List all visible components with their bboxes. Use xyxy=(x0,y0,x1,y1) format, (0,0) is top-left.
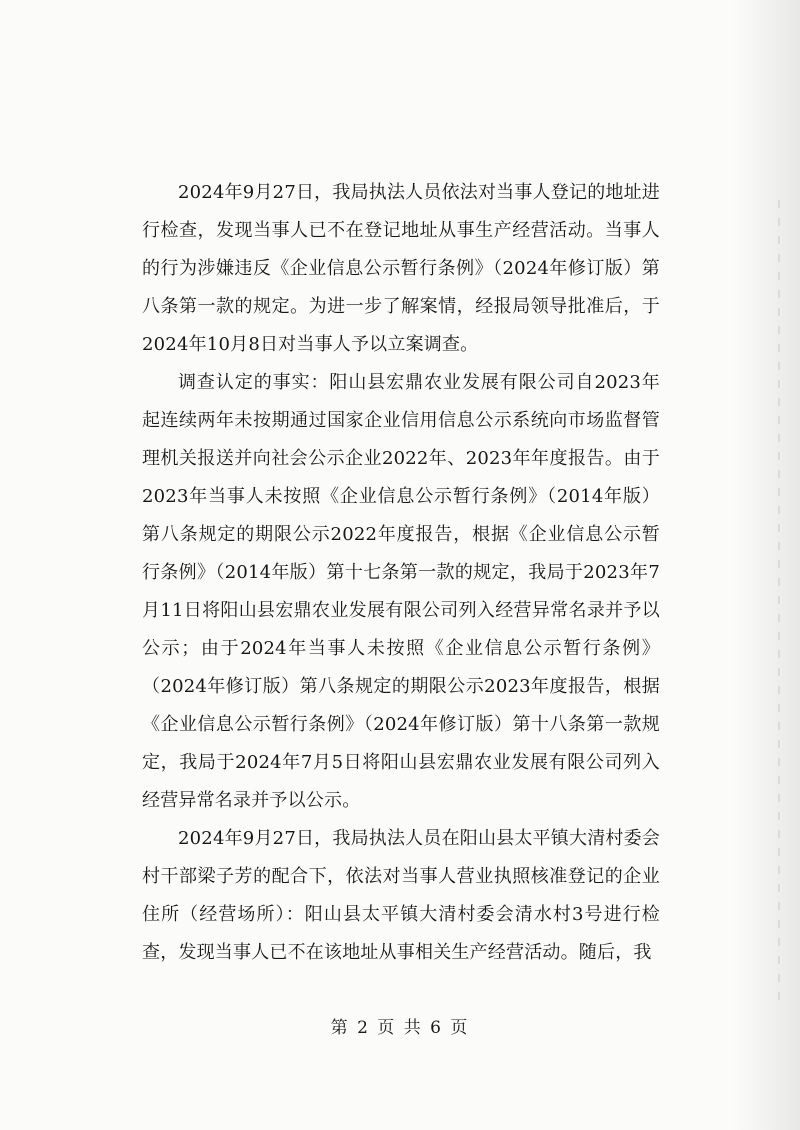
paragraph-1: 2024年9月27日，我局执法人员依法对当事人登记的地址进行检查，发现当事人已不在登记地址从事生产经营活动。当事人的行为涉嫌违反《企业信息公示暂行条例》（2024年修订版）第八条第一款的规定。为进一步了解案情，经报局领导批准后，于2024年10月8日对当事人予以立案调查。 xyxy=(142,182,660,355)
scan-shadow-edge xyxy=(732,0,800,1130)
document-body xyxy=(142,174,660,972)
page-number-footer: 第 2 页 共 6 页 xyxy=(330,1018,470,1038)
paragraph-3: 2024年9月27日，我局执法人员在阳山县太平镇大清村委会村干部梁子芳的配合下，依法对当事人营业执照核准登记的企业住所（经营场所）：阳山县太平镇大清村委会清水村3号进行检查，发现当事人已不在该地址从事相关生产经营活动。随后，我 xyxy=(142,828,660,963)
paragraph-2: 调查认定的事实：阳山县宏鼎农业发展有限公司自2023年起连续两年未按期通过国家企业信用信息公示系统向市场监督管理机关报送并向社会公示企业2022年、2023年年度报告。由于2023年当事人未按照《企业信息公示暂行条例》（2014年版）第八条规定的期限公示2022年度报告，根据《企业信息公示暂行条例》（2014年版）第十七条第一款的规定，我局于2023年7月11日将阳山县宏鼎农业发展有限公司列入经营异常名录并予以公示；由于2024年当事人未按照《企业信息公示暂行条例》（2024年修订版）第八条规定的期限公示2023年度报告，根据《企业信息公示暂行条例》（2024年修订版）第十八条第一款规定，我局于2024年7月5日将阳山县宏鼎农业发展有限公司列入经营异常名录并予以公示。 xyxy=(142,372,660,811)
